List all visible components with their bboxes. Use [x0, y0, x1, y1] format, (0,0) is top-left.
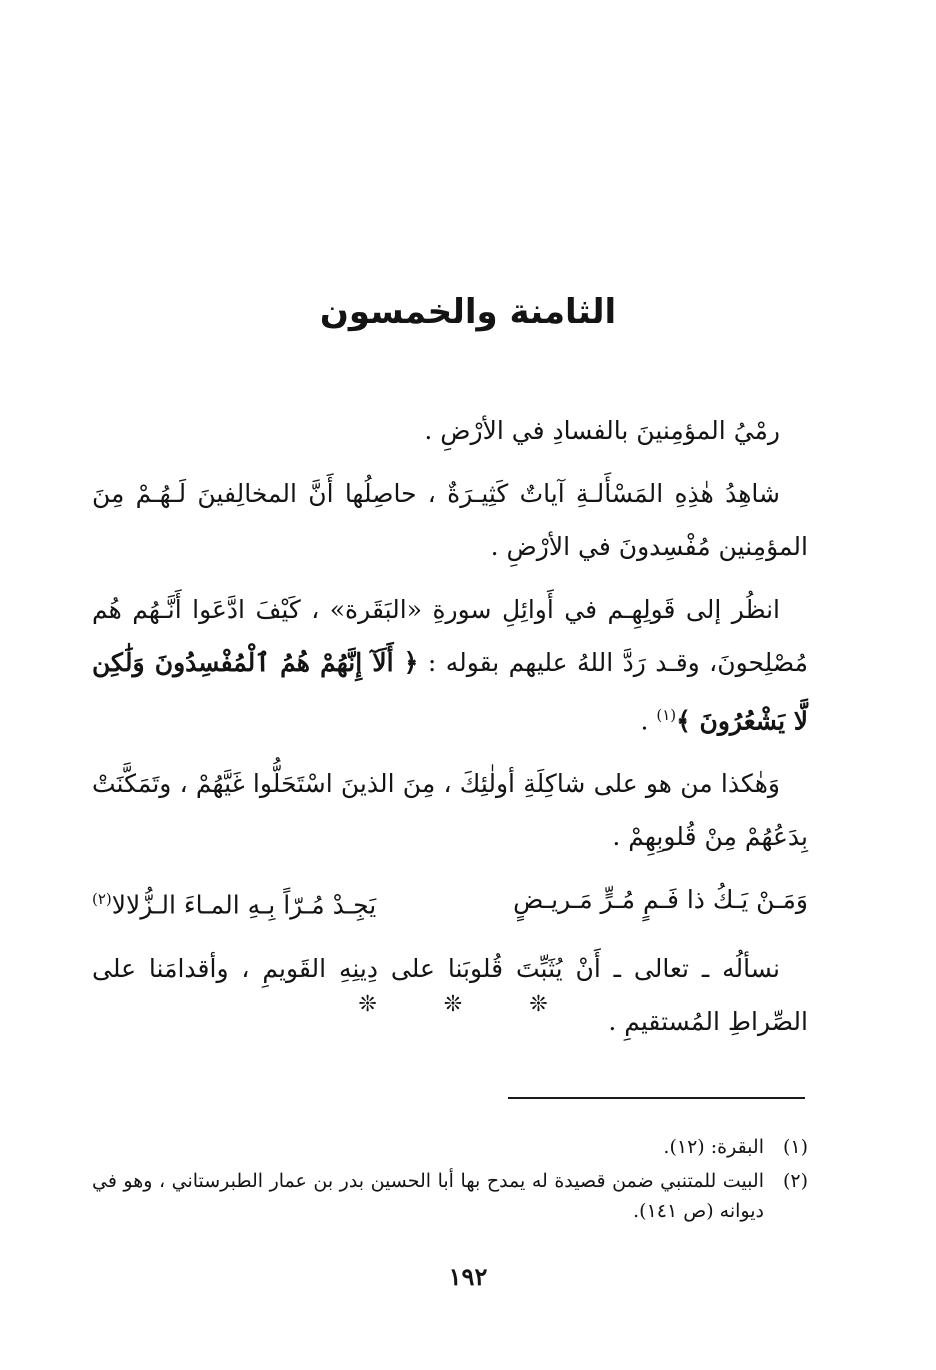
poetry-verse: [92, 873, 808, 931]
footnote-ref-2: (٢): [92, 890, 112, 909]
footnote-item: [92, 1132, 808, 1162]
verse-second-hemistich-wrap: [92, 873, 376, 931]
body-text: [92, 404, 808, 1058]
verse-first-hemistich: وَمَـنْ يَـكُ ذا فَـمٍ مُـرٍّ مَـريـضٍ: [513, 885, 808, 915]
footnote-divider: [508, 1097, 805, 1099]
paragraph-quran-argument: [92, 583, 808, 747]
paragraph-supplication: نسألُه ـ تعالى ـ أَنْ يُثَبِّتَ قُلوبَنا على دِينِهِ القَويمِ ، وأقدامَنا على الصِّراطِ المُستقيمِ .: [92, 953, 808, 1036]
footnotes: [92, 1132, 808, 1230]
paragraph-example: وَهٰكذا من هو على شاكِلَةِ أولٰئِكَ ، مِنَ الذينَ اسْتَحَلُّوا غَيَّهُمْ ، وتَمَكَّنَتْ بِدَعُهُمْ مِنْ قُلوبِهِمْ .: [92, 769, 808, 852]
footnote-number: (١): [782, 1136, 808, 1158]
sentence-end: .: [640, 706, 657, 736]
footnote-item: [92, 1166, 808, 1226]
paragraph-heading-statement: رمْيُ المؤمِنينَ بالفسادِ في الأرْضِ .: [424, 416, 780, 445]
footnote-number: (٢): [782, 1170, 808, 1192]
verse-second-hemistich: يَجِـدْ مُـرّاً بِـهِ المـاءَ الـزُّلالا: [111, 890, 377, 920]
section-separator: ❊ ❊ ❊: [358, 992, 578, 1017]
paragraph-evidence: شاهِدُ هٰذِهِ المَسْأَلـةِ آياتٌ كَثِيـرَةٌ ، حاصِلُها أَنَّ المخالِفينَ لَـهُـمْ مِنَ المؤمِنين مُفْسِدونَ في الأرْضِ .: [92, 479, 808, 561]
footnote-text: البقرة: (١٢).: [663, 1136, 764, 1158]
footnote-text: البيت للمتنبي ضمن قصيدة له يمدح بها أبا الحسين بدر بن عمار الطبرستاني ، وهو في ديوانه (ص ١٤١).: [92, 1170, 764, 1222]
page-number: ١٩٢: [448, 1262, 488, 1291]
chapter-title: الثامنة والخمسون: [319, 292, 617, 332]
footnote-ref-1: (١): [656, 706, 677, 724]
paragraph-text: انظُر إلى قَولِهِـم في أَوائِلِ سورةِ «البَقَرة» ، كَيْفَ ادَّعَوا أَنَّـهُم هُم مُصْلِحونَ، وقـد رَدَّ اللهُ عليهم بقوله :: [92, 595, 808, 677]
quran-verse: ﴿ أَلَآ إِنَّهُمْ هُمُ ٱلْمُفْسِدُونَ وَلَٰكِن لَّا يَشْعُرُونَ ﴾: [92, 648, 808, 736]
